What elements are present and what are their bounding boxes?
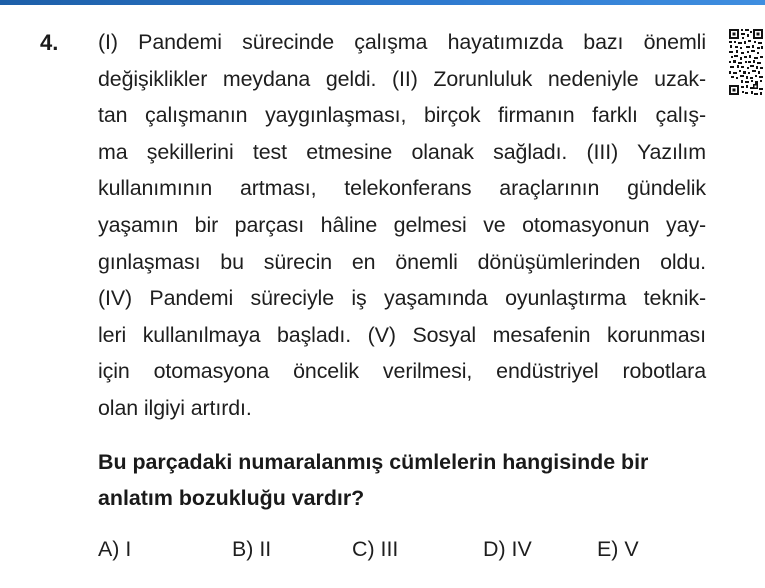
passage-line: (I) Pandemi sürecinde çalışma hayatımızda bazı önemli xyxy=(98,30,706,54)
choice-d[interactable]: D) IV xyxy=(483,537,532,561)
question-number: 4. xyxy=(40,30,59,55)
answer-choices xyxy=(0,537,765,571)
passage-line: değişiklikler meydana geldi. (II) Zorunluluk nedeniyle uzak- xyxy=(98,66,706,91)
passage-line: için otomasyona öncelik verilmesi, endüstriyel robotlara xyxy=(98,359,706,384)
top-accent-band xyxy=(0,0,765,5)
choice-e[interactable]: E) V xyxy=(597,537,639,561)
passage-line: kullanımının artması, telekonferans araçlarının gündelik xyxy=(98,176,706,201)
passage-line: (IV) Pandemi süreciyle iş yaşamında oyunlaştırma teknik- xyxy=(98,286,706,311)
prompt-line: anlatım bozukluğu vardır? xyxy=(98,486,365,510)
passage-line: tan çalışmanın yaygınlaşması, birçok firmanın farklı çalış- xyxy=(98,103,706,128)
passage-line: olan ilgiyi artırdı. xyxy=(98,395,252,420)
prompt-line: Bu parçadaki numaralanmış cümlelerin hangisinde bir xyxy=(98,450,649,474)
passage-line: ma şekillerini test etmesine olanak sağladı. (III) Yazılım xyxy=(98,139,706,164)
passage-line: gınlaşması bu sürecin en önemli dönüşümlerinden oldu. xyxy=(98,249,706,274)
choice-a[interactable]: A) I xyxy=(98,537,132,561)
choice-c[interactable]: C) III xyxy=(352,537,399,561)
passage-line: yaşamın bir parçası hâline gelmesi ve otomasyonun yay- xyxy=(98,212,706,237)
choice-b[interactable]: B) II xyxy=(232,537,272,561)
passage-line: leri kullanılmaya başladı. (V) Sosyal mesafenin korunması xyxy=(98,322,706,347)
qr-code-icon[interactable] xyxy=(728,28,764,98)
question-prompt xyxy=(98,444,718,516)
question-passage xyxy=(98,24,706,427)
